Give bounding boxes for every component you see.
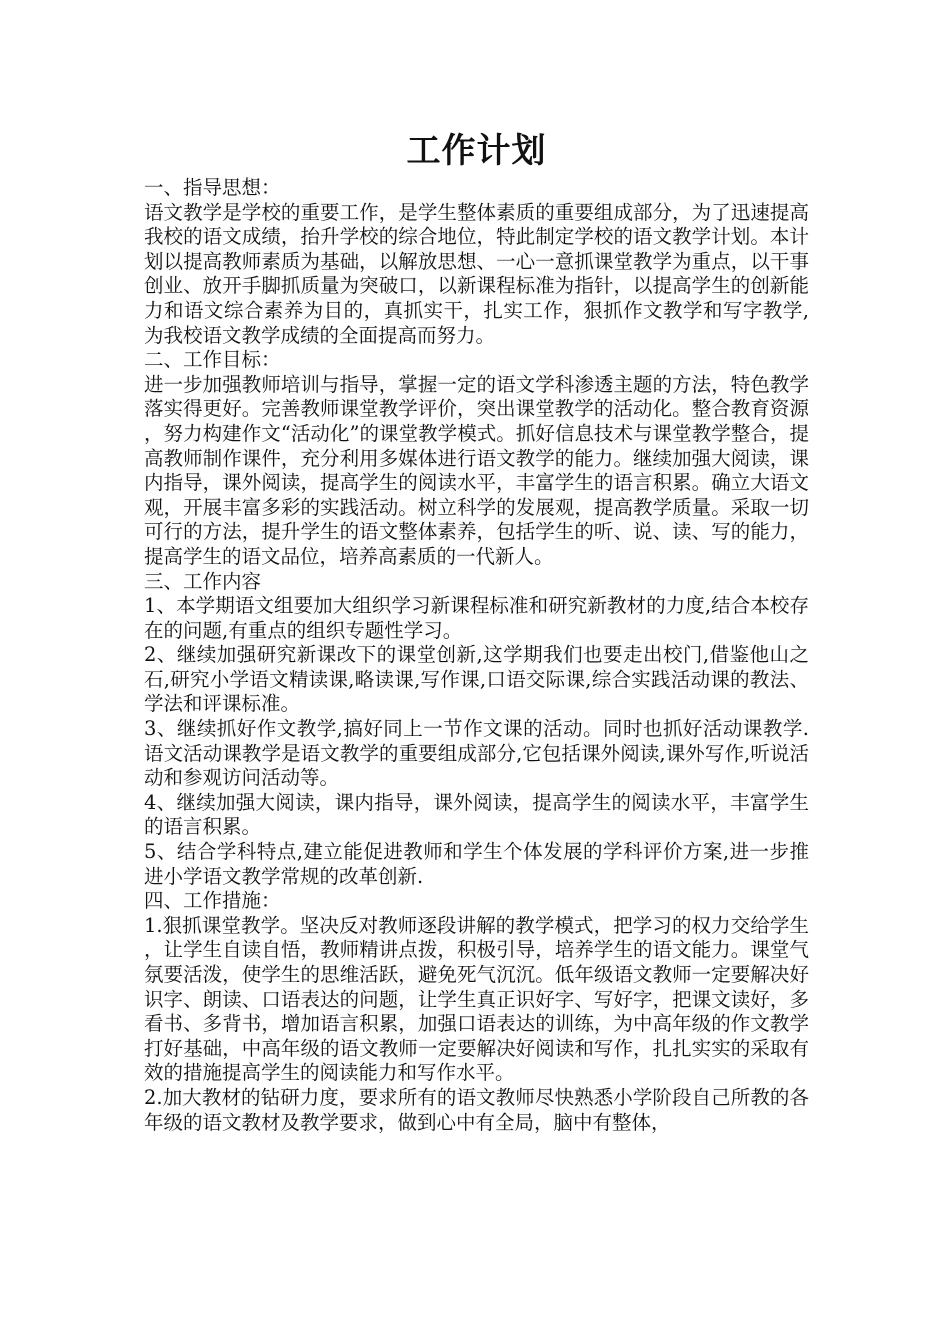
document-title: 工作计划 bbox=[406, 131, 547, 171]
content-item-3: 3、继续抓好作文教学,搞好同上一节作文课的活动。同时也抓好活动课教学.语文活动课教学是语文教学的重要组成部分,它包括课外阅读,课外写作,听说活动和参观访问活动等。 bbox=[144, 717, 809, 790]
section-heading-work-goals: 二、工作目标： bbox=[144, 348, 281, 372]
measure-item-2: 2.加大教材的钻研力度，要求所有的语文教师尽快熟悉小学阶段自己所教的各年级的语文教材及教学要求，做到心中有全局，脑中有整体， bbox=[144, 1085, 809, 1134]
content-item-5: 5、结合学科特点,建立能促进教师和学生个体发展的学科评价方案,进一步推进小学语文教学常规的改革创新. bbox=[144, 840, 809, 888]
section-heading-guiding-ideology: 一、指导思想： bbox=[144, 176, 281, 199]
measure-item-1: 1.狠抓课堂教学。坚决反对教师逐段讲解的教学模式，把学习的权力交给学生，让学生自读自悟，教师精讲点拨，积极引导，培养学生的语文能力。课堂气氛要活泼，使学生的思维活跃，避免死气沉沉。低年级语文教师一定要解决好识字、朗读、口语表达的问题，让学生真正识好字、写好字，把课文读好，多看书、多背书，增加语言积累，加强口语表达的训练，为中高年级的作文教学打好基础，中高年级的语文教师一定要解决好阅读和写作，扎扎实实的采取有效的措施提高学生的阅读能力和写作水平。 bbox=[144, 913, 809, 1085]
content-item-1: 1、本学期语文组要加大组织学习新课程标准和研究新教材的力度,结合本校存在的问题,有重点的组织专题性学习。 bbox=[144, 594, 809, 642]
paragraph-work-goals: 进一步加强教师培训与指导，掌握一定的语文学科渗透主题的方法，特色教学落实得更好。完善教师课堂教学评价，突出课堂教学的活动化。整合教育资源，努力构建作文“活动化”的课堂教学模式。抓好信息技术与课堂教学整合，提高教师制作课件，充分利用多媒体进行语文教学的能力。继续加强大阅读，课内指导，课外阅读，提高学生的阅读水平，丰富学生的语言积累。确立大语文观，开展丰富多彩的实践活动。树立科学的发展观，提高教学质量。采取一切可行的方法，提升学生的语文整体素养，包括学生的听、说、读、写的能力，提高学生的语文品位，培养高素质的一代新人。 bbox=[144, 372, 809, 568]
content-item-4: 4、继续加强大阅读，课内指导，课外阅读，提高学生的阅读水平，丰富学生的语言积累。 bbox=[144, 790, 809, 839]
content-item-2: 2、继续加强研究新课改下的课堂创新,这学期我们也要走出校门,借鉴他山之石,研究小学语文精读课,略读课,写作课,口语交际课,综合实践活动课的教法、学法和评课标准。 bbox=[144, 643, 809, 716]
section-heading-work-content: 三、工作内容 bbox=[144, 569, 262, 593]
paragraph-guiding-ideology: 语文教学是学校的重要工作，是学生整体素质的重要组成部分，为了迅速提高我校的语文成绩，抬升学校的综合地位，特此制定学校的语文教学计划。本计划以提高教师素质为基础，以解放思想、一心一意抓课堂教学为重点，以干事创业、放开手脚抓质量为突破口，以新课程标准为指针，以提高学生的创新能力和语文综合素养为目的，真抓实干，扎实工作，狠抓作文教学和写字教学,为我校语文教学成绩的全面提高而努力。 bbox=[144, 200, 809, 347]
document-page bbox=[144, 128, 809, 1135]
section-heading-work-measures: 四、工作措施： bbox=[144, 889, 281, 913]
